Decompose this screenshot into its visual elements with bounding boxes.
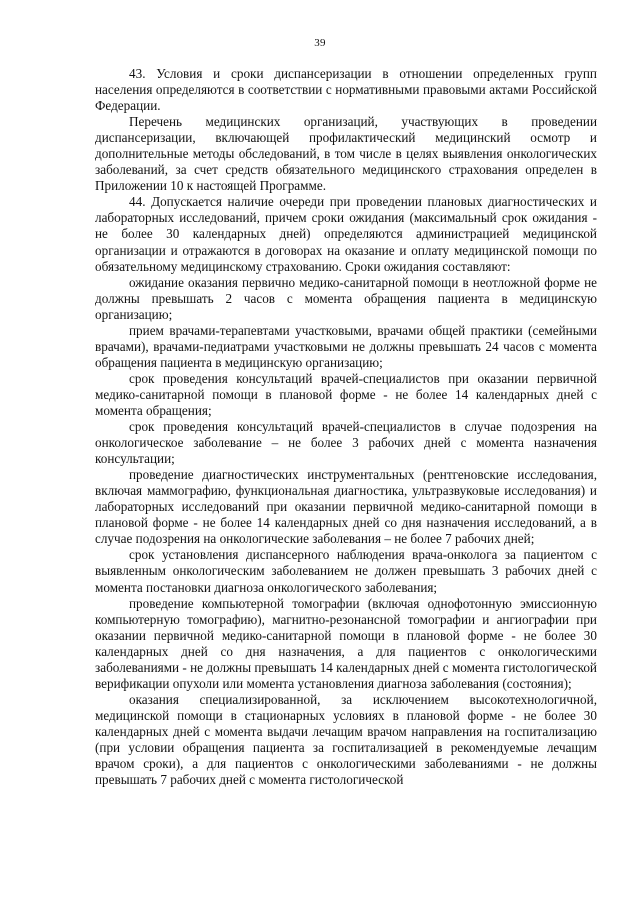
document-body [95, 66, 597, 788]
paragraph-oncology-monitoring: срок установления диспансерного наблюдения врача-онколога за пациентом с выявленным онкологическим заболеванием не должен превышать 3 рабочих дней с момента постановки диагноза онкологического заболевания; [95, 547, 597, 595]
paragraph-organizations-list: Перечень медицинских организаций, участвующих в проведении диспансеризации, включающей профилактический медицинский осмотр и дополнительные методы обследований, в том числе в целях выявления онкологических заболеваний, за счет средств обязательного медицинского страхования определен в Приложении 10 к настоящей Программе. [95, 114, 597, 194]
paragraph-44-queue: 44. Допускается наличие очереди при проведении плановых диагностических и лабораторных исследований, причем сроки ожидания (максимальный срок ожидания - не более 30 календарных дней) определяются администрацией медицинской организации и отражаются в договорах на оказание и оплату медицинской помощи по обязательному медицинскому страхованию. Сроки ожидания составляют: [95, 194, 597, 274]
paragraph-43-intro: 43. Условия и сроки диспансеризации в отношении определенных групп населения определяются в соответствии с нормативными правовыми актами Российской Федерации. [95, 66, 597, 114]
paragraph-urgent-care: ожидание оказания первично медико-санитарной помощи в неотложной форме не должны превышать 2 часов с момента обращения пациента в медицинскую организацию; [95, 274, 597, 322]
paragraph-specialist-consult: срок проведения консультаций врачей-специалистов при оказании первичной медико-санитарной помощи в плановой форме - не более 14 календарных дней с момента обращения; [95, 370, 597, 418]
paragraph-hospital-care: оказания специализированной, за исключением высокотехнологичной, медицинской помощи в стационарных условиях в плановой форме - не более 30 календарных дней с момента выдачи лечащим врачом направления на госпитализацию (при условии обращения пациента за госпитализацией в рекомендуемые лечащим врачом сроки), а для пациентов с онкологическими заболеваниями - не должны превышать 7 рабочих дней с момента гистологической [95, 691, 597, 788]
paragraph-therapist-visit: прием врачами-терапевтами участковыми, врачами общей практики (семейными врачами), врачами-педиатрами участковыми не должны превышать 24 часов с момента обращения пациента в медицинскую организацию; [95, 322, 597, 370]
paragraph-diagnostics: проведение диагностических инструментальных (рентгеновские исследования, включая маммографию, функциональная диагностика, ультразвуковые исследования) и лабораторных исследований при оказании первичной медико-санитарной помощи в плановой форме - не более 14 календарных дней со дня назначения исследований, а в случае подозрения на онкологические заболевания – не более 7 рабочих дней; [95, 467, 597, 547]
paragraph-ct-mri: проведение компьютерной томографии (включая однофотонную эмиссионную компьютерную томографию), магнитно-резонансной томографии и ангиографии при оказании первичной медико-санитарной помощи в плановой форме - не более 30 календарных дней со дня назначения, а для пациентов с онкологическими заболеваниями - не должны превышать 14 календарных дней с момента гистологической верификации опухоли или момента установления диагноза заболевания (состояния); [95, 595, 597, 691]
paragraph-oncology-consult: срок проведения консультаций врачей-специалистов в случае подозрения на онкологическое заболевание – не более 3 рабочих дней с момента назначения консультации; [95, 419, 597, 467]
page-number: 39 [314, 37, 326, 49]
